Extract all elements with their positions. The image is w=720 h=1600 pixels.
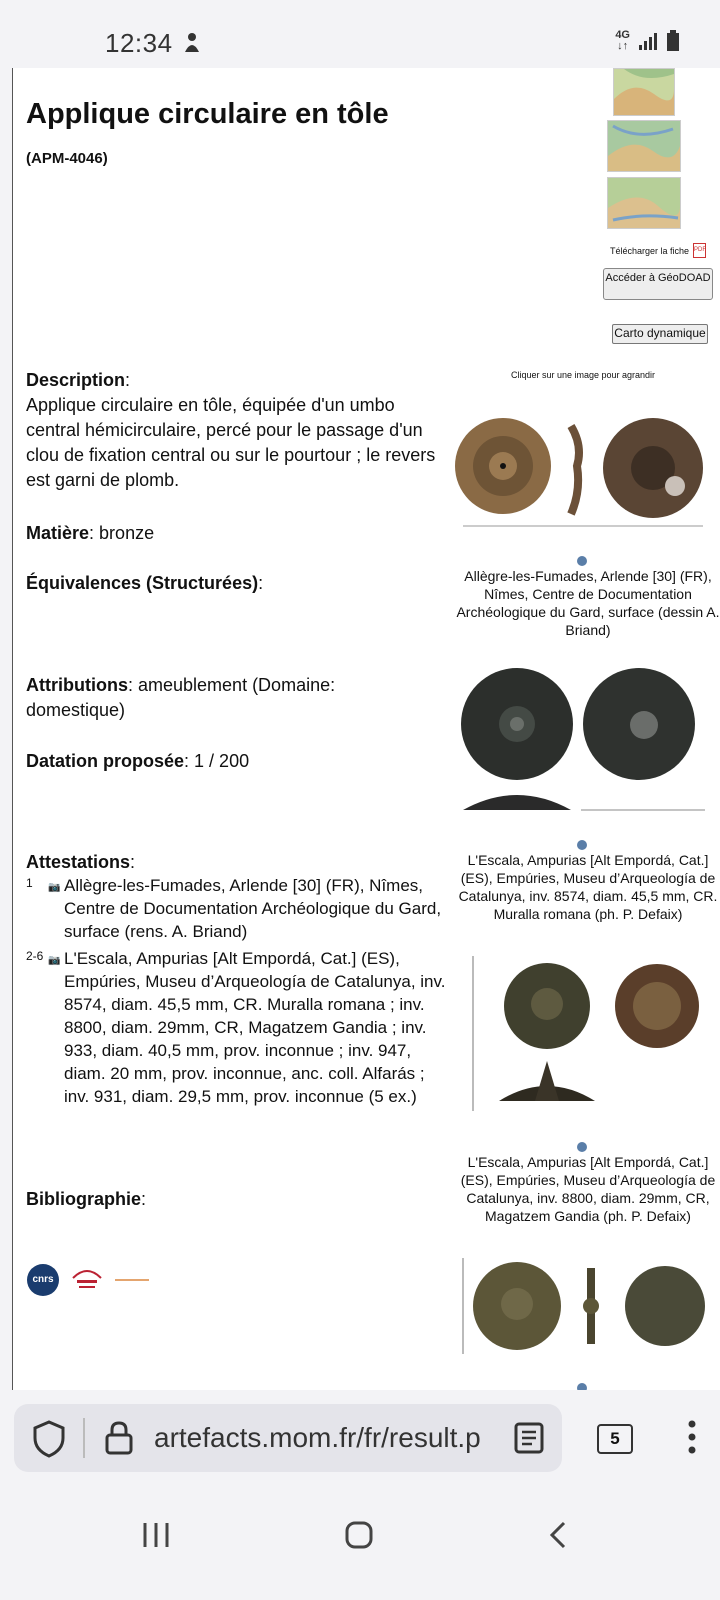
attestation-text: L'Escala, Ampurias [Alt Empordá, Cat.] (ES), Empúries, Museu d’Arqueología de Catalunya, inv. 8574, diam. 45,5 mm, CR. Muralla romana ; inv. 8800, diam. 29mm, CR, Magatzem Gandia ; inv. 933, diam. 40,5 mm, prov. inconnue ; inv. 947, diam. 20 mm, prov. inconnue, anc. coll. Alfarás ; inv. 931, diam. 29,5 mm, prov. inconnue (5 ex.) — [64, 949, 446, 1106]
image-caption-3: L'Escala, Ampurias [Alt Empordá, Cat.] (ES), Empúries, Museu d’Arqueología de Catalunya, inv. 8800, diam. 29mm, CR, Magatzem Gandia (ph. P. Defaix) — [460, 1154, 716, 1224]
attributions-value: ameublement (Domaine: domestique) — [26, 675, 336, 720]
attributions-section: Attributions: ameublement (Domaine: domestique) — [26, 675, 336, 720]
datation-label: Datation proposée — [26, 751, 185, 771]
equivalences-label: Équivalences (Structurées) — [26, 573, 259, 593]
partner-logo-emblem[interactable] — [69, 1264, 105, 1296]
description-label: Description — [26, 370, 126, 390]
address-bar[interactable] — [14, 1404, 562, 1472]
menu-dots-icon[interactable] — [688, 1420, 696, 1454]
home-icon[interactable] — [344, 1520, 374, 1550]
partner-logos — [27, 1264, 149, 1296]
status-time: 12:34 — [105, 28, 173, 58]
artefact-image-1[interactable] — [453, 406, 709, 534]
artefact-image-3[interactable] — [459, 946, 709, 1116]
download-label: Télécharger la fiche — [610, 245, 690, 256]
map-thumbnail-2[interactable] — [607, 120, 681, 172]
status-indicators — [615, 30, 680, 52]
shield-icon[interactable] — [32, 1420, 66, 1458]
attestation-text: Allègre-les-Fumades, Arlende [30] (FR), Nîmes, Centre de Documentation Archéologique du Gard, surface (rens. A. Briand) — [64, 876, 442, 941]
web-page — [12, 68, 720, 1420]
zoom-icon[interactable] — [577, 840, 587, 850]
cnrs-logo[interactable]: cnrs — [27, 1264, 59, 1296]
notification-icon — [183, 32, 201, 54]
map-thumbnail-1[interactable] — [613, 68, 675, 116]
description-section: Description: Applique circulaire en tôle, équipée d'un umbo central hémicirculaire, percé pour le passage d'un clou de fixation central ou sur le pourtour ; le revers est garni de plomb. — [26, 370, 436, 490]
image-hint: Cliquer sur une image pour agrandir — [510, 370, 656, 380]
pdf-icon: PDF — [693, 243, 706, 258]
matiere-section: Matière: bronze — [26, 523, 155, 543]
zoom-icon[interactable] — [577, 1142, 587, 1152]
browser-bottom-bar — [0, 1390, 720, 1600]
artefact-image-2[interactable] — [459, 660, 709, 820]
network-type: 4G ↓↑ — [615, 29, 630, 52]
attributions-label: Attributions — [26, 675, 128, 695]
attestation-number: 2-6 — [26, 949, 44, 963]
camera-icon[interactable]: 📷 — [48, 955, 61, 966]
matiere-label: Matière — [26, 523, 90, 543]
equivalences-section: Équivalences (Structurées): — [26, 573, 264, 593]
reference-code: (APM-4046) — [26, 150, 108, 167]
attestations-list — [26, 874, 446, 1112]
tab-count-button[interactable]: 5 — [597, 1424, 633, 1454]
divider — [83, 1418, 85, 1458]
datation-value: 1 / 200 — [194, 751, 250, 771]
camera-icon[interactable]: 📷 — [48, 882, 61, 893]
image-caption-2: L'Escala, Ampurias [Alt Empordá, Cat.] (ES), Empúries, Museu d’Arqueología de Catalunya, inv. 8574, diam. 45,5 mm, CR. Muralla romana (ph. P. Defaix) — [458, 852, 718, 922]
image-caption-1: Allègre-les-Fumades, Arlende [30] (FR), Nîmes, Centre de Documentation Archéologique du Gard, surface (dessin A. Briand) — [456, 568, 720, 638]
zoom-icon[interactable] — [577, 556, 587, 566]
matiere-value: bronze — [99, 523, 155, 543]
status-bar — [0, 0, 720, 68]
partner-logo-text[interactable] — [115, 1276, 149, 1284]
back-icon[interactable] — [548, 1520, 568, 1550]
datation-section: Datation proposée: 1 / 200 — [26, 751, 250, 771]
url-text[interactable]: artefacts.mom.fr/fr/result.p — [154, 1422, 481, 1453]
bibliographie-label: Bibliographie — [26, 1189, 142, 1209]
page-title: Applique circulaire en tôle — [26, 98, 389, 130]
lock-icon — [104, 1420, 134, 1456]
artefact-image-4[interactable] — [459, 1254, 709, 1358]
geodoad-button[interactable]: Accéder à GéoDOAD — [603, 268, 713, 300]
reader-mode-icon[interactable] — [514, 1422, 544, 1454]
download-sheet-link[interactable] — [610, 243, 706, 258]
battery-icon — [666, 30, 680, 52]
attestations-label: Attestations — [26, 852, 131, 872]
bibliographie-section: Bibliographie: — [26, 1189, 147, 1209]
carto-dynamique-button[interactable]: Carto dynamique — [612, 324, 708, 344]
attestation-item — [26, 947, 446, 1108]
recent-apps-icon[interactable] — [142, 1520, 170, 1550]
attestations-heading: Attestations: — [26, 852, 136, 872]
map-thumbnail-3[interactable] — [607, 177, 681, 229]
signal-icon — [638, 31, 658, 51]
attestation-number: 1 — [26, 876, 33, 890]
description-text: Applique circulaire en tôle, équipée d'un umbo central hémicirculaire, percé pour le passage d'un clou de fixation central ou sur le pourtour ; le revers est garni de plomb. — [26, 395, 436, 490]
attestation-item — [26, 874, 446, 943]
